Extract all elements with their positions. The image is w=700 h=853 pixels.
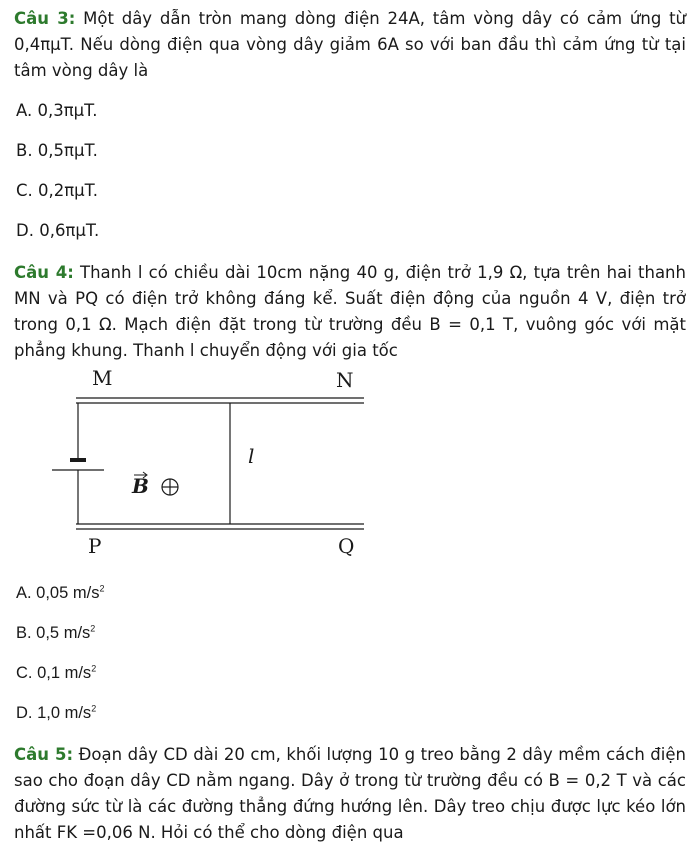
- q4-option-b-text: B. 0,5 m/s: [16, 624, 91, 642]
- q4-option-a-text: A. 0,05 m/s: [16, 584, 100, 602]
- q4-option-c-text: C. 0,1 m/s: [16, 664, 92, 682]
- q4-option-a: [14, 580, 686, 606]
- question-4-text: Thanh l có chiều dài 10cm nặng 40 g, điện trở 1,9 Ω, tựa trên hai thanh MN và PQ có điện trở không đáng kể. Suất điện động của nguồn 4 V, điện trở trong 0,1 Ω. Mạch điện đặt trong từ trường đều B = 0,1 T, vuông góc với mặt phẳng khung. Thanh l chuyển động với gia tốc: [14, 263, 686, 360]
- label-rod-l: l: [248, 444, 255, 468]
- circuit-diagram: [42, 366, 382, 574]
- q3-option-b: B. 0,5πμT.: [16, 141, 98, 160]
- q4-option-d: [14, 700, 686, 726]
- q3-option-a: A. 0,3πμT.: [16, 101, 98, 120]
- q4-option-a-exp: 2: [99, 583, 105, 594]
- q3-option-c: C. 0,2πμT.: [16, 181, 99, 200]
- q4-option-d-text: D. 1,0 m/s: [16, 704, 92, 722]
- label-q: Q: [338, 534, 355, 558]
- question-5: [14, 742, 686, 846]
- question-5-text: Đoạn dây CD dài 20 cm, khối lượng 10 g treo bằng 2 dây mềm cách điện sao cho đoạn dây CD nằm ngang. Dây ở trong từ trường đều có B = 0,2 T và các đường sức từ là các đường thẳng đứng hướng lên. Dây treo chịu được lực kéo lớn nhất FK =0,06 N. Hỏi có thể cho dòng điện qua: [14, 745, 686, 842]
- label-b: B: [132, 474, 149, 498]
- q4-option-c: [14, 660, 686, 686]
- label-m: M: [92, 366, 113, 390]
- label-p: P: [88, 534, 102, 558]
- question-4-label: Câu 4:: [14, 263, 74, 282]
- q4-option-c-exp: 2: [91, 663, 97, 674]
- question-3-label: Câu 3:: [14, 9, 76, 28]
- question-5-label: Câu 5:: [14, 745, 74, 764]
- q4-option-b-exp: 2: [90, 623, 96, 634]
- question-3-text: Một dây dẫn tròn mang dòng điện 24A, tâm vòng dây có cảm ứng từ 0,4πμT. Nếu dòng điện qua vòng dây giảm 6A so với ban đầu thì cảm ứng từ tại tâm vòng dây là: [14, 9, 686, 80]
- label-n: N: [336, 368, 354, 392]
- question-3: [14, 6, 686, 84]
- q3-option-d: D. 0,6πμT.: [16, 221, 100, 240]
- q4-option-d-exp: 2: [91, 703, 97, 714]
- question-4: [14, 260, 686, 364]
- document-page: [14, 6, 686, 846]
- q4-option-b: [14, 620, 686, 646]
